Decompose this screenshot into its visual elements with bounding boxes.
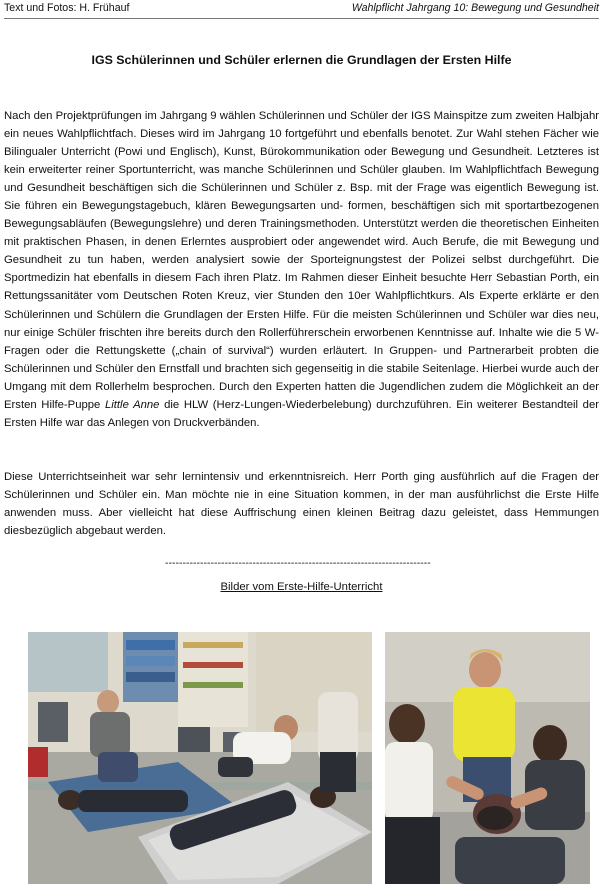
photo-illustration: [385, 632, 590, 884]
article-paragraph-1: [4, 107, 599, 432]
divider-line: ----------------------------------------------------------------------------: [165, 557, 431, 569]
section-label: Wahlpflicht Jahrgang 10: Bewegung und Gesundheit: [351, 2, 599, 14]
article-paragraph-2: Diese Unterrichtseinheit war sehr lernintensiv und erkenntnisreich. Herr Porth ging ausführlich auf die Fragen der Schülerinnen und Schüler ein. Man möchte nie in eine Situation kommen, in der man ausführlichst die Erste Hilfe anwenden muss. Aber vielleicht hat diese Auffrischung einen kleinen Beitrag dazu geleistet, dass Hemmungen diesbezüglich abgebaut werden.: [4, 471, 599, 538]
product-name: Little Anne: [104, 398, 160, 411]
paragraph-text: Nach den Projektprüfungen im Jahrgang 9 wählen Schülerinnen und Schüler der IGS Mainspitze zum zweiten Halbjahr ein neues Wahlpflichtfach. Dieses wird im Jahrgang 10 fortgeführt und ebenfalls benotet. Zur Wahl stehen Fächer wie Bilingualer Unterricht (Powi und Englisch), Kunst, Bürokommunikation oder Bewegung und Gesundheit. Letzteres ist kein erweiterter reiner Sportunterricht, was manche Schülerinnen und Schüler glauben. Im Wahlpflichtfach Bewegung und Gesundheit beschäftigen sich die Schülerinnen und Schüler z. Bsp. mit der Frage was eigentlich Bewegung ist. Sie führen ein Bewegungstagebuch, klären Bewegungsarten und- formen, beschäftigen sich mit sportartbezogenen Bewegungsabläufen (Bewegungslehre) und deren Trainingsmethoden. Unterstützt werden die theoretischen Einheiten mit praktischen Phasen, in denen Erlerntes ausprobiert oder angewendet wird. Auch Berufe, die mit Bewegung und Gesundheit zu tun haben, werden analysiert sowie der Sporteignungstest der Polizei selbst durchgeführt. Die Sportmedizin hat ebenfalls in diesem Fach ihren Platz. Im Rahmen dieser Einheit besuchte Herr Sebastian Porth, ein Rettungssanitäter vom Deutschen Roten Kreuz, vier Stunden den 10er Wahlpflichtkurs. Als Experte erklärte er den Schülerinnen und Schülern die Grundlagen der Ersten Hilfe. Für die meisten Schülerinnen und Schüler war dies neu, nur einige Schüler frischten ihre bereits durch den Rollerführerschein erworbenen Kenntnisse auf. Inhalte wie die 5 W-Fragen oder die Rettungskette („chain of survival“) wurden erläutert. In Gruppen- und Partnerarbeit probten die Schülerinnen und Schüler den Ernstfall und brachten sich gegenseitig in die stabile Seitenlage. Hierbei wurde auch der Umgang mit dem Rollerhelm besprochen. Durch den Experten hatten die Jugendlichen zudem die Möglichkeit an der Ersten Hilfe-Puppe: [4, 110, 599, 411]
author-credit: Text und Fotos: H. Frühauf: [4, 2, 130, 14]
page-header: [4, 2, 599, 19]
photo-helmet-removal: [385, 632, 590, 884]
gallery-caption: Bilder vom Erste-Hilfe-Unterricht: [220, 581, 383, 593]
article-title: IGS Schülerinnen und Schüler erlernen die Grundlagen der Ersten Hilfe: [91, 53, 512, 67]
paragraph-text: die HLW (Herz-Lungen-Wiederbelebung) durchzuführen. Ein weiterer Bestandteil der Ersten Hilfe war das Anlegen von Druckverbänden.: [4, 398, 599, 429]
photo-first-aid-practice: [28, 632, 372, 884]
photo-illustration: [28, 632, 372, 884]
